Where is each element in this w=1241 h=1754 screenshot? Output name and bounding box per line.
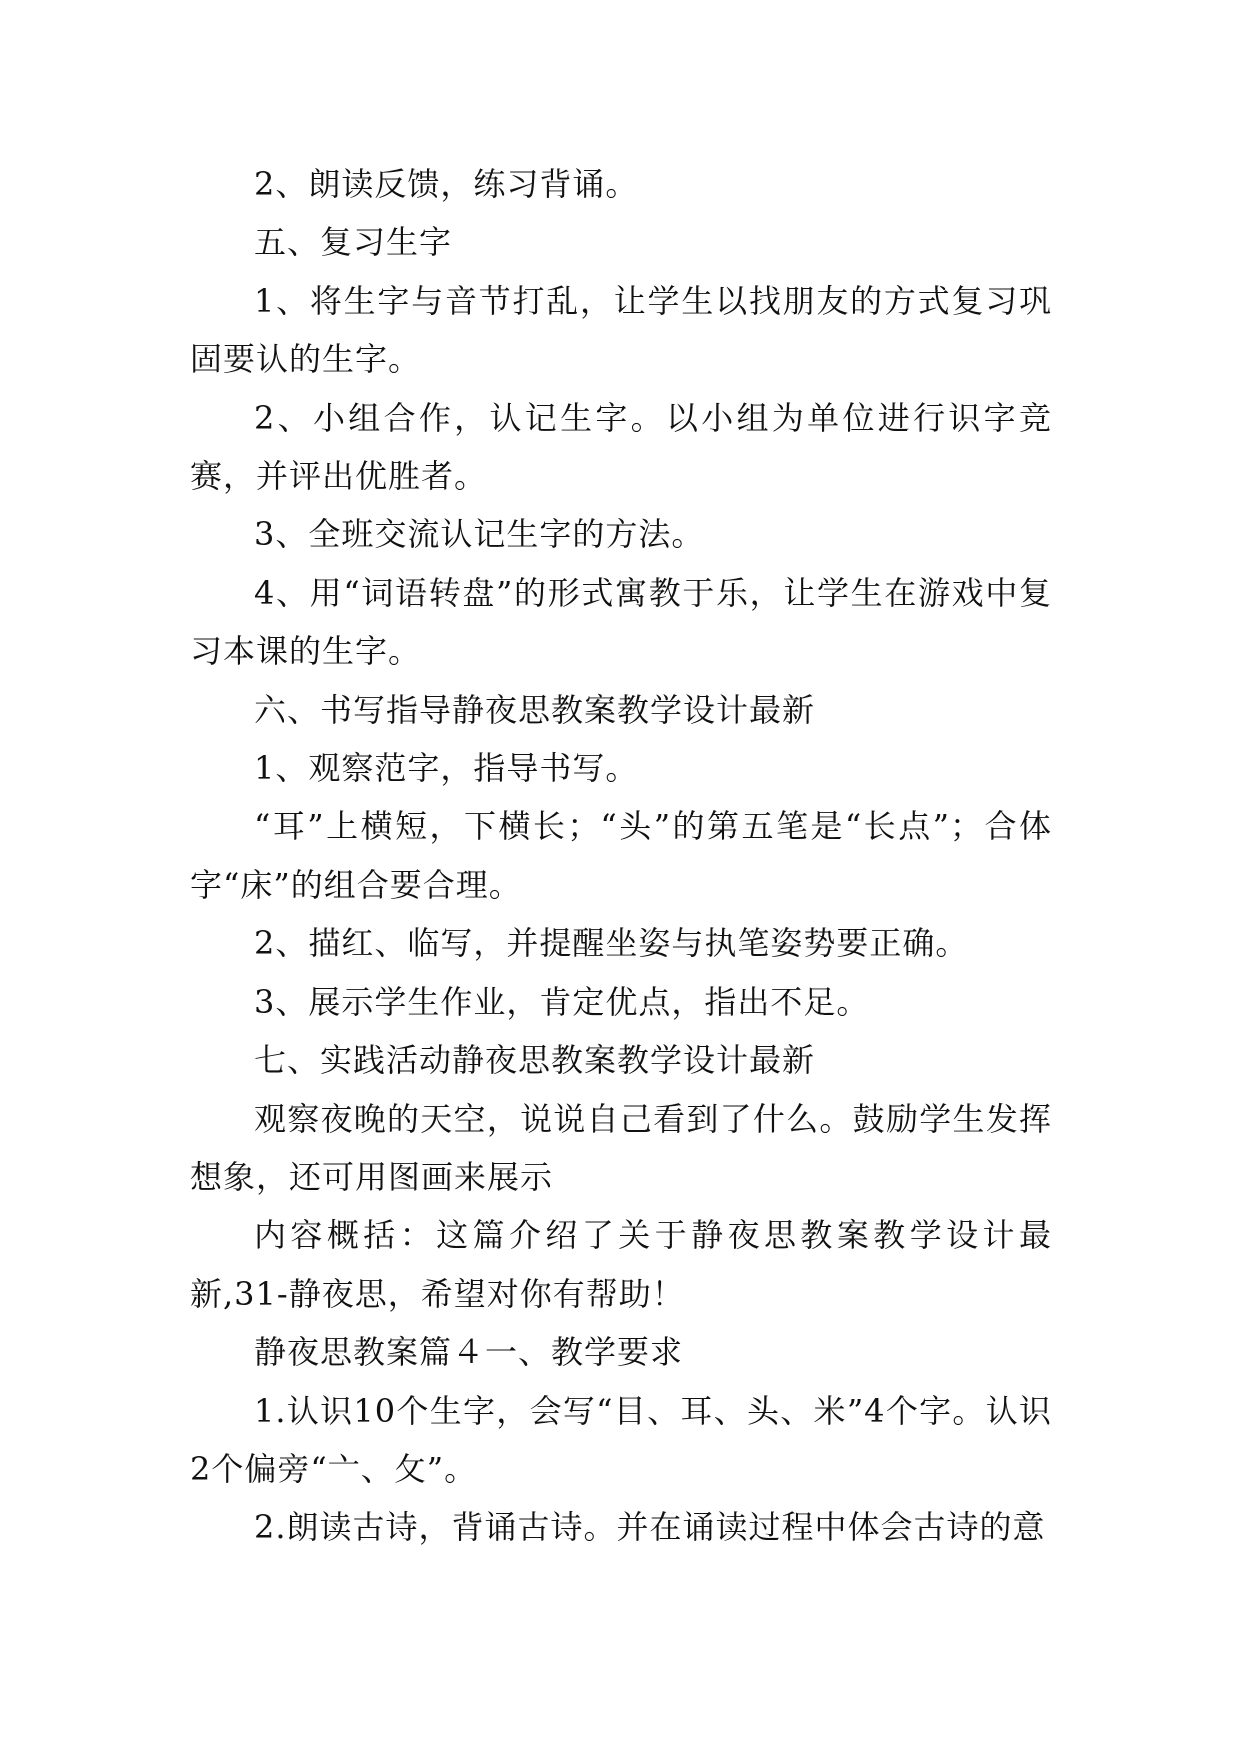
section-heading: 七、实践活动静夜思教案教学设计最新 [254, 1041, 816, 1080]
paragraph: 2、描红、临写，并提醒坐姿与执笔姿势要正确。 [254, 924, 969, 963]
paragraph: 4、用“词语转盘”的形式寓教于乐，让学生在游戏中复习本课的生字。 [190, 573, 1052, 671]
section-heading: 五、复习生字 [254, 223, 453, 262]
paragraph: 2、朗读反馈，练习背诵。 [254, 165, 639, 203]
paragraph: 观察夜晚的天空，说说自己看到了什么。鼓励学生发挥想象，还可用图画来展示 [190, 1099, 1052, 1196]
section-heading: 静夜思教案篇４一、教学要求 [254, 1333, 684, 1372]
paragraph: 2、小组合作，认记生字。以小组为单位进行识字竞赛，并评出优胜者。 [190, 398, 1052, 496]
summary-paragraph: 内容概括：这篇介绍了关于静夜思教案教学设计最新,31-静夜思，希望对你有帮助！ [190, 1216, 1052, 1313]
paragraph: 2.朗读古诗，背诵古诗。并在诵读过程中体会古诗的意 [254, 1508, 1046, 1547]
document-body [190, 155, 1052, 1557]
section-heading: 六、书写指导静夜思教案教学设计最新 [254, 690, 816, 729]
paragraph: 3、全班交流认记生字的方法。 [254, 515, 705, 554]
paragraph: 3、展示学生作业，肯定优点，指出不足。 [254, 982, 870, 1021]
paragraph: 1、将生字与音节打乱，让学生以找朋友的方式复习巩固要认的生字。 [190, 281, 1052, 379]
paragraph: “耳”上横短，下横长；“头”的第五笔是“长点”；合体字“床”的组合要合理。 [190, 807, 1052, 904]
paragraph: 1、观察范字，指导书写。 [254, 749, 639, 788]
paragraph: 1.认识10个生字，会写“目、耳、头、米”4个字。认识2个偏旁“亠、攵”。 [190, 1391, 1052, 1488]
